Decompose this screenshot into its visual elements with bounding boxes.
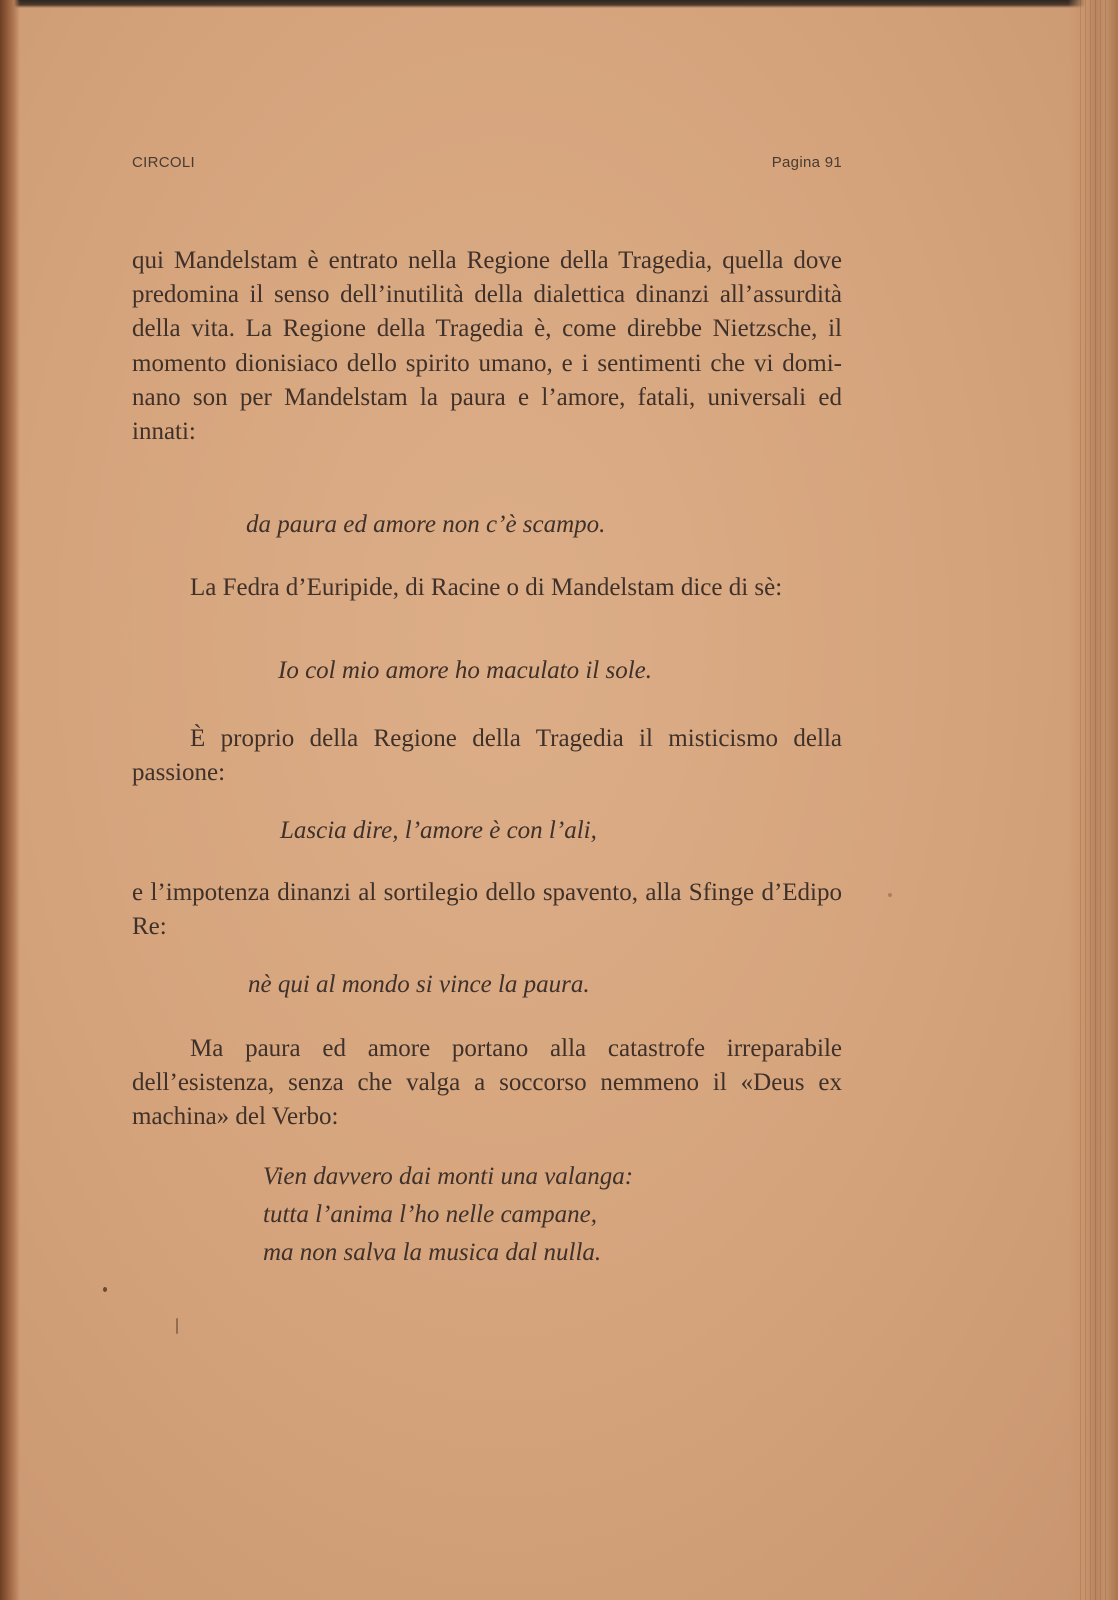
verse-quote-3: Lascia dire, l’amore è con l’ali, xyxy=(280,817,597,844)
page-number: Pagina 91 xyxy=(771,154,842,171)
paper-speck xyxy=(888,893,892,897)
paragraph-2: La Fedra d’Euripide, di Racine o di Mandelstam dice di sè: xyxy=(190,574,783,601)
stanza-line-1: Vien davvero dai monti una valanga: xyxy=(263,1163,634,1190)
paragraph-4: e l’impotenza dinanzi al sortilegio dello spavento, alla Sfinge d’Edipo Re: xyxy=(132,879,842,941)
paper-speck xyxy=(103,1287,107,1292)
page-top-shadow xyxy=(0,0,1118,8)
verse-quote-4: nè qui al mondo si vince la paura. xyxy=(248,971,590,998)
section-title: CIRCOLI xyxy=(132,154,195,171)
paragraph-5: Ma paura ed amore portano alla catastrofe irreparabile dell’esistenza, senza che valga a soccorso nemmeno il «Deus ex machina» del Verbo: xyxy=(132,1035,842,1131)
paragraph-3: È proprio della Regione della Tragedia il misticismo della passione: xyxy=(132,725,842,787)
stanza-line-2: tutta l’anima l’ho nelle campane, xyxy=(263,1201,597,1228)
verse-quote-2: Io col mio amore ho maculato il sole. xyxy=(278,657,653,684)
verse-stanza xyxy=(263,1158,633,1272)
page-binding-edge xyxy=(0,0,20,1600)
stanza-line-3: ma non salva la musica dal nulla. xyxy=(263,1239,602,1266)
paragraph-1: qui Mandelstam è entrato nella Regione della Tragedia, quella dove predomina il senso dell’inutilità della dialettica dinanzi all’assurdità della vita. La Regione della Tragedia è, come direbbe Nietzsche, il momento dionisiaco dello spirito umano, e i sentimenti che vi dominano son per Mandelstam la paura e l’amore, fatali, universali ed innati: xyxy=(132,247,842,446)
paper-speck xyxy=(176,1318,178,1334)
fore-edge-page-lines xyxy=(1080,0,1108,1600)
verse-quote-1: da paura ed amore non c’è scampo. xyxy=(246,511,606,538)
